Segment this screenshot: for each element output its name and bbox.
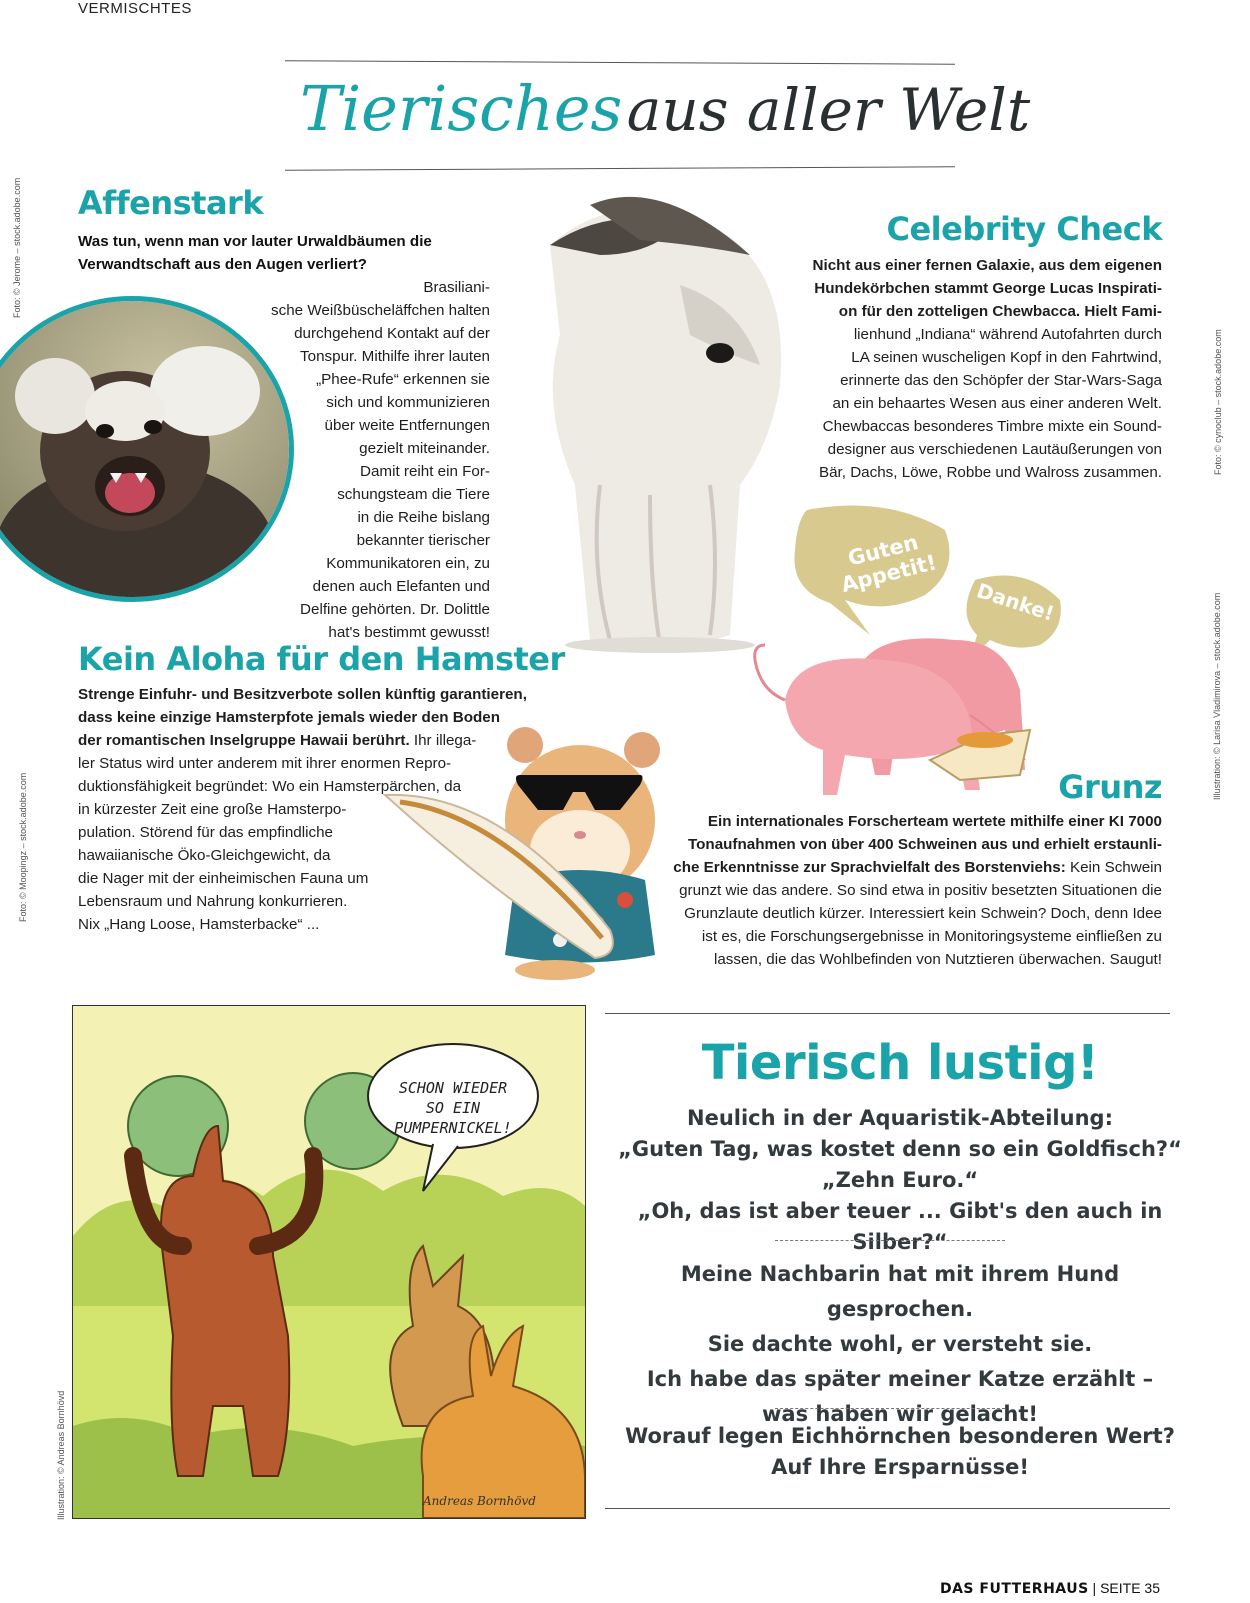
text-line: hat's bestimmt gewusst!	[328, 624, 490, 641]
photo-credit-monkey: Foto: © Jerome – stock.adobe.com	[12, 177, 22, 318]
footer-page: SEITE 35	[1100, 1580, 1160, 1596]
text-line: schungsteam die Tiere	[337, 486, 490, 503]
text-line: Brasiliani-	[423, 279, 490, 296]
text-line: duktionsfähigkeit begründet: Wo ein Hamsterpärchen, da	[78, 778, 462, 795]
text-line: Auf Ihre Ersparnüsse!	[771, 1455, 1029, 1479]
text-line-tail: Ihr illega-	[409, 732, 477, 749]
text-line: lassen, die das Wohlbefinden von Nutztieren überwachen. Saugut!	[713, 951, 1162, 968]
text-line: Lebensraum und Nahrung konkurrieren.	[78, 893, 348, 910]
section-label: VERMISCHTES	[78, 0, 192, 17]
text-line: erinnerte das den Schöpfer der Star-Wars-Saga	[840, 372, 1162, 389]
text-line: Neulich in der Aquaristik-Abteilung:	[687, 1106, 1113, 1130]
text-line: Tonaufnahmen von über 400 Schweinen aus und erhielt erstaunli-	[688, 836, 1162, 853]
jokes-rule-bottom	[605, 1508, 1170, 1509]
text-line: Ein internationales Forscherteam wertete mithilfe einer KI 7000	[707, 813, 1162, 830]
title-rule-bottom	[285, 166, 955, 171]
text-line: Kommunikatoren ein, zu	[326, 555, 490, 572]
text-line: ler Status wird unter anderem mit ihrer enormen Repro-	[78, 755, 452, 772]
joke-aquarium	[605, 1103, 1195, 1258]
text-line: sche Weißbüscheläffchen halten	[271, 302, 490, 319]
grunz-heading: Grunz	[1058, 768, 1162, 806]
celebrity-heading: Celebrity Check	[886, 210, 1162, 248]
text-line: sich und kommunizieren	[326, 394, 490, 411]
text-line: Nix „Hang Loose, Hamsterbacke“ ...	[78, 916, 320, 933]
text-line: was haben wir gelacht!	[762, 1402, 1038, 1426]
text-line: Strenge Einfuhr- und Besitzverbote sollen künftig garantieren,	[78, 686, 527, 703]
cartoon-speech	[373, 1078, 533, 1138]
text-line: Meine Nachbarin hat mit ihrem Hund gesprochen.	[680, 1262, 1120, 1321]
speech-bubble-guten-appetit: Guten Appetit!	[838, 530, 940, 598]
text-line: Ich habe das später meiner Katze erzählt –	[646, 1367, 1154, 1391]
text-line: in kürzester Zeit eine große Hamsterpo-	[78, 801, 347, 818]
monkey-illustration	[0, 301, 289, 597]
footer-brand: DAS FUTTERHAUS	[939, 1581, 1089, 1597]
text-line: Grunzlaute deutlich kürzer. Interessiert kein Schwein? Doch, denn Idee	[684, 905, 1162, 922]
illustration-credit-cartoon: Illustration: © Andreas Bornhövd	[56, 1390, 66, 1520]
affenstark-lead	[78, 230, 478, 276]
text-line: hawaiianische Öko-Gleichgewicht, da	[78, 847, 331, 864]
page-title-part1: Tierisches	[300, 72, 623, 145]
text-line: PUMPERNICKEL!	[394, 1119, 512, 1137]
page-footer	[940, 1580, 1160, 1597]
text-line: „Oh, das ist aber teuer ... Gibt's den auch in Silber?“	[637, 1199, 1163, 1254]
text-line: che Erkenntnisse zur Sprachvielfalt des Borstenviehs: Kein Schwein	[673, 859, 1162, 876]
text-line: SCHON WIEDER	[398, 1079, 508, 1097]
text-line: „Phee-Rufe“ erkennen sie	[316, 371, 490, 388]
text-line: Damit reiht ein For-	[360, 463, 490, 480]
title-rule-top	[285, 60, 955, 65]
grunz-body	[648, 810, 1162, 971]
text-line: pulation. Störend für das empfindliche	[78, 824, 333, 841]
text-line: die Nager mit der einheimischen Fauna um	[78, 870, 369, 887]
text-line: bekannter tierischer	[356, 532, 490, 549]
text-line: LA seinen wuscheligen Kopf in den Fahrtwind,	[851, 349, 1162, 366]
text-line: lienhund „Indiana“ während Autofahrten durch	[853, 326, 1162, 343]
joke-divider-1	[775, 1240, 1005, 1241]
page-title	[300, 72, 1031, 145]
text-line: grunzt wie das andere. So sind etwa in positiv besetzten Situationen die	[679, 882, 1162, 899]
text-line: gezielt miteinander.	[359, 440, 490, 457]
text-line: Hundekörbchen stammt George Lucas Inspirati-	[814, 280, 1162, 297]
joke-squirrel	[605, 1421, 1195, 1483]
text-line: durchgehend Kontakt auf der	[294, 325, 490, 342]
text-line: Tonspur. Mithilfe ihrer lauten	[300, 348, 490, 365]
text-line: an ein behaartes Wesen aus einer anderen Welt.	[832, 395, 1162, 412]
footer-separator: |	[1092, 1580, 1097, 1596]
hamster-illustration	[380, 720, 670, 985]
text-line: Worauf legen Eichhörnchen besonderen Wert?	[625, 1424, 1175, 1448]
jokes-rule-top	[605, 1013, 1170, 1014]
text-line: über weite Entfernungen	[324, 417, 490, 434]
text-line: denen auch Elefanten und	[312, 578, 490, 595]
hamster-photo	[380, 720, 670, 985]
page-title-part2: aus aller Welt	[626, 76, 1031, 144]
speech-bubble-danke: Danke!	[973, 578, 1058, 626]
lustig-heading: Tierisch lustig!	[701, 1035, 1099, 1091]
text-line: „Guten Tag, was kostet denn so ein Goldfisch?“	[618, 1137, 1182, 1161]
text-line: Bär, Dachs, Löwe, Robbe und Walross zusammen.	[818, 464, 1162, 481]
text-line: der romantischen Inselgruppe Hawaii berührt. Ihr illega-	[78, 732, 477, 749]
joke-neighbour	[605, 1257, 1195, 1432]
illustration-credit-pigs: Illustration: © Larisa Vladimirova – stock.adobe.com	[1212, 592, 1222, 800]
text-line: on für den zotteligen Chewbacca. Hielt Fami-	[838, 303, 1162, 320]
cartoon-signature: Andreas Bornhövd	[423, 1494, 536, 1508]
text-line: „Zehn Euro.“	[821, 1168, 979, 1192]
text-line: Chewbaccas besonderes Timbre mixte ein Sound-	[822, 418, 1162, 435]
hamster-heading: Kein Aloha für den Hamster	[78, 640, 565, 678]
text-line: in die Reihe bislang	[357, 509, 490, 526]
text-line: SO EIN	[425, 1099, 481, 1117]
text-line: designer aus verschiedenen Lautäußerungen von	[827, 441, 1162, 458]
text-line: Sie dachte wohl, er versteht sie.	[707, 1332, 1093, 1356]
text-line: Delfine gehörten. Dr. Dolittle	[300, 601, 490, 618]
photo-credit-hamster: Foto: © Moopingz – stock.adobe.com	[18, 772, 28, 922]
cartoon-panel	[72, 1005, 586, 1519]
photo-credit-dog: Foto: © cynoclub – stock.adobe.com	[1213, 329, 1223, 475]
text-line: Nicht aus einer fernen Galaxie, aus dem eigenen	[812, 257, 1162, 274]
text-line-tail: Kein Schwein	[1065, 859, 1162, 876]
text-line: ist es, die Forschungsergebnisse in Monitoringsysteme einfließen zu	[701, 928, 1162, 945]
joke-divider-2	[775, 1408, 1005, 1409]
affenstark-lead-text: Was tun, wenn man vor lauter Urwaldbäumen die Verwandtschaft aus den Augen verliert?	[78, 233, 432, 273]
affenstark-heading: Affenstark	[78, 184, 264, 222]
text-line: dass keine einzige Hamsterpfote jemals wieder den Boden	[78, 709, 501, 726]
celebrity-body	[790, 254, 1162, 484]
